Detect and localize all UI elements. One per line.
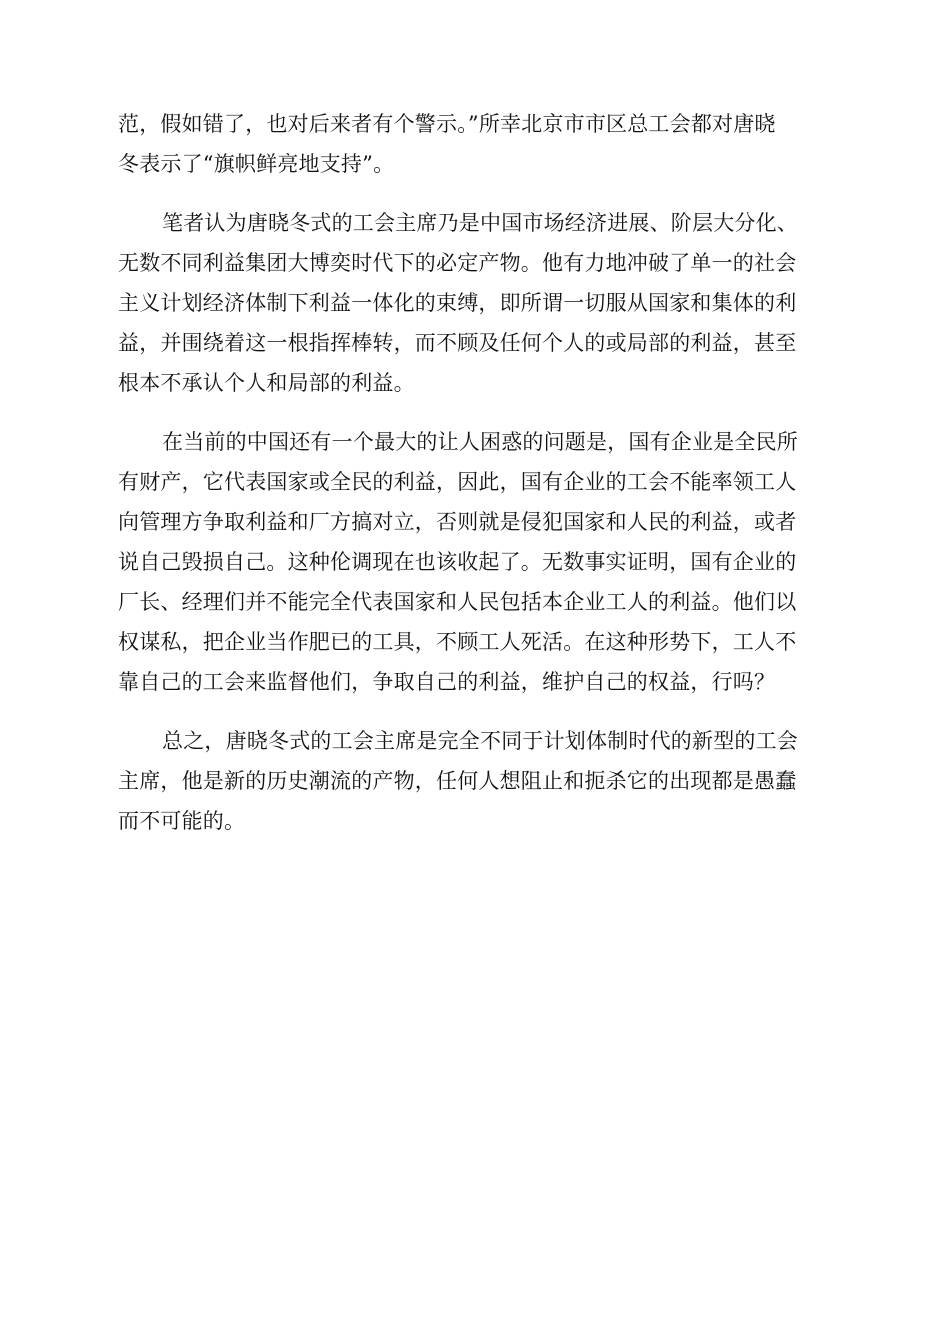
paragraph-4	[118, 721, 834, 841]
document-page	[118, 104, 834, 860]
paragraph-2	[118, 203, 834, 403]
text-line: 主席，他是新的历史潮流的产物，任何人想阻止和扼杀它的出现都是愚蠢	[118, 769, 797, 793]
text-line: 根本不承认个人和局部的利益。	[118, 371, 415, 395]
text-line: 主义计划经济体制下利益一体化的束缚，即所谓一切服从国家和集体的利	[118, 291, 797, 315]
text-line: 靠自己的工会来监督他们，争取自己的利益，维护自己的权益，行吗？	[118, 670, 776, 694]
text-line: 有财产，它代表国家或全民的利益，因此，国有企业的工会不能率领工人	[118, 470, 797, 494]
text-line: 在当前的中国还有一个最大的让人困惑的问题是，国有企业是全民所	[162, 430, 798, 454]
text-line: 笔者认为唐晓冬式的工会主席乃是中国市场经济进展、阶层大分化、	[162, 211, 798, 235]
paragraph-3	[118, 422, 834, 702]
text-line: 而不可能的。	[118, 809, 246, 833]
text-line: 范，假如错了，也对后来者有个警示。”所幸北京市市区总工会都对唐晓	[118, 112, 776, 136]
text-line: 权谋私，把企业当作肥已的工具，不顾工人死活。在这种形势下，工人不	[118, 630, 797, 654]
paragraph-1	[118, 104, 834, 184]
text-line: 向管理方争取利益和厂方搞对立，否则就是侵犯国家和人民的利益，或者	[118, 510, 797, 534]
text-line: 无数不同利益集团大博奕时代下的必定产物。他有力地冲破了单一的社会	[118, 251, 797, 275]
text-line: 说自己毁损自己。这种伦调现在也该收起了。无数事实证明，国有企业的	[118, 550, 797, 574]
text-line: 冬表示了“旗帜鲜亮地支持”。	[118, 152, 395, 176]
text-line: 厂长、经理们并不能完全代表国家和人民包括本企业工人的利益。他们以	[118, 590, 797, 614]
text-line: 益，并围绕着这一根指挥棒转，而不顾及任何个人的或局部的利益，甚至	[118, 331, 797, 355]
text-line: 总之，唐晓冬式的工会主席是完全不同于计划体制时代的新型的工会	[162, 729, 798, 753]
